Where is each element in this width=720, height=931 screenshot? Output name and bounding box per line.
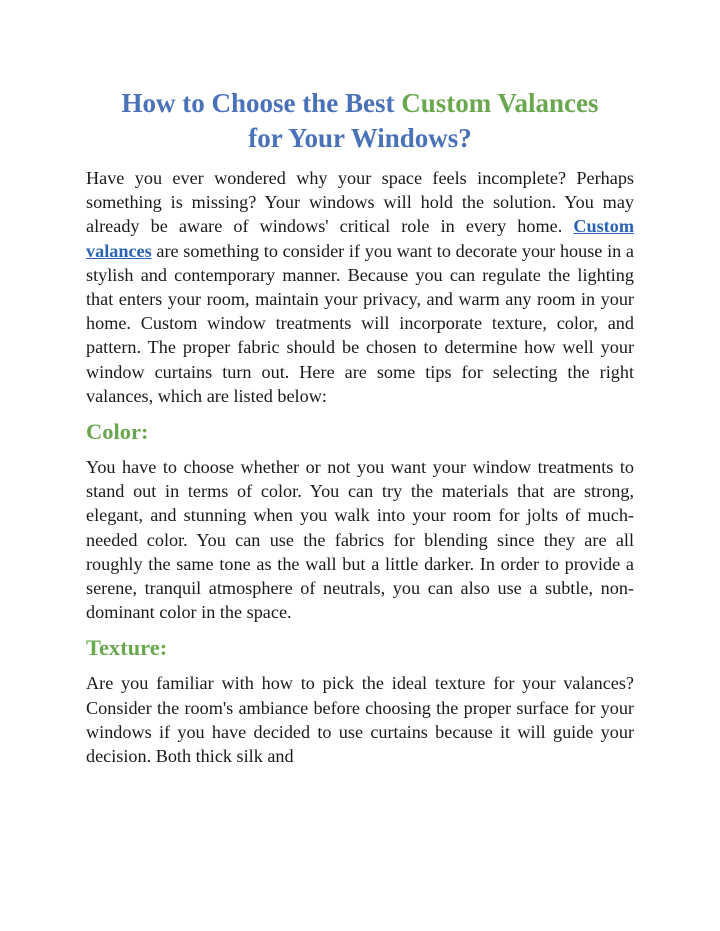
title-accent: Custom Valances [401,88,599,118]
title-part-2: for Your Windows? [248,123,472,153]
section-heading-texture: Texture: [86,635,168,661]
intro-text-after-link: are something to consider if you want to decorate your house in a stylish and contemporary manner. Because you can regulate the lighting that enters your room, maintain your privacy, and warm any room in your home. Custom window treatments will incorporate texture, color, and pattern. The proper fabric should be chosen to determine how well your window curtains turn out. Here are some tips for selecting the right valances, which are listed below: [86,240,634,406]
section-body-color: You have to choose whether or not you want your window treatments to stand out in terms of color. You can try the materials that are strong, elegant, and stunning when you walk into your room for jolts of much-needed color. You can use the fabrics for blending since they are all roughly the same tone as the wall but a little darker. In order to provide a serene, tranquil atmosphere of neutrals, you can also use a subtle, non-dominant color in the space. [86,457,634,623]
custom-valances-link[interactable]: Custom valances [86,216,634,261]
section-body-texture: Are you familiar with how to pick the ideal texture for your valances? Consider the room's ambiance before choosing the proper surface for your windows if you have decided to use curtains because it will guide your decision. Both thick silk and [86,673,634,767]
title-part-1: How to Choose the Best [121,88,402,118]
document-page [86,86,634,768]
intro-text-before-link: Have you ever wondered why your space feels incomplete? Perhaps something is missing? Your windows will hold the solution. You may already be aware of windows' critical role in every home. [86,168,634,237]
page-title [86,86,634,156]
intro-paragraph [86,166,634,408]
section-heading-color: Color: [86,419,149,445]
